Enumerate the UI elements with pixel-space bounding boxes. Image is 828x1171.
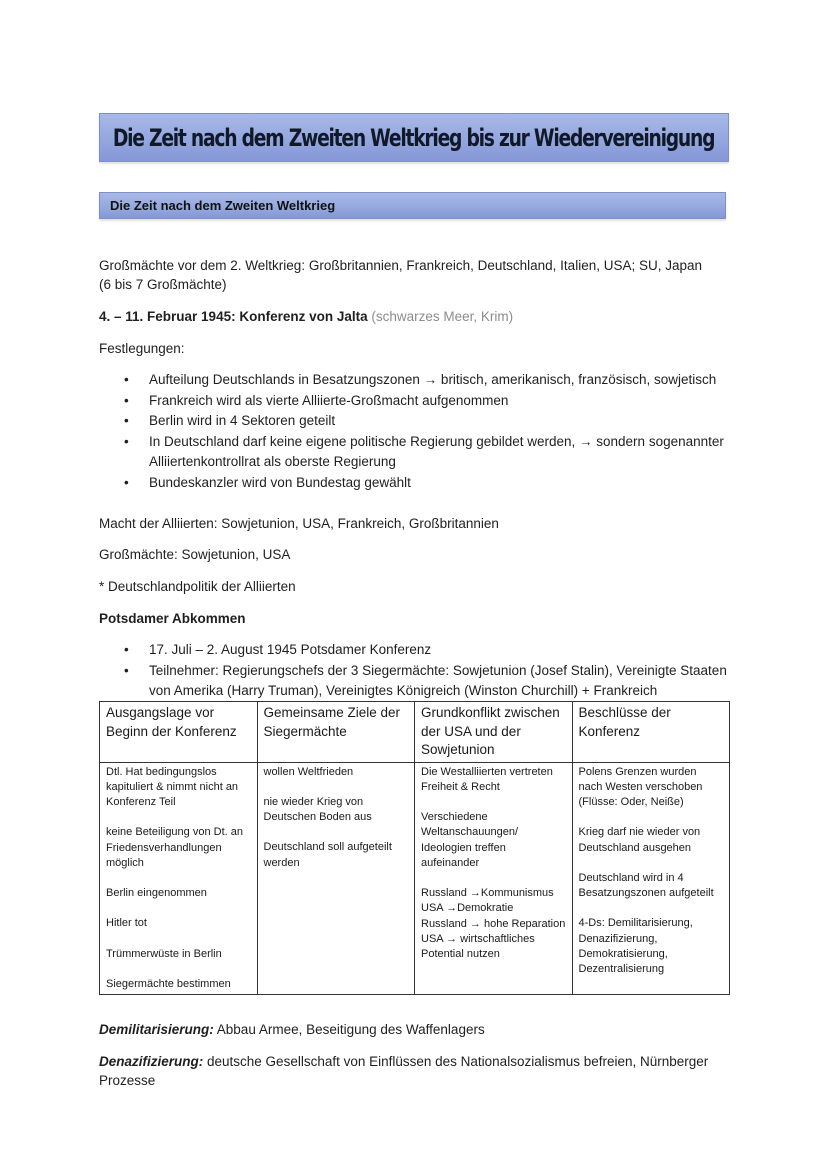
list-item: • Bundeskanzler wird von Bundestag gewählt [99, 473, 734, 494]
jalta-bullet-list [99, 370, 734, 493]
cell-spacer [106, 810, 251, 825]
table-cell [572, 762, 730, 995]
cell-text: wollen Weltfrieden [263, 765, 354, 778]
cell-text: Trümmerwüste in Berlin [106, 947, 222, 960]
cell-text: Polens Grenzen wurden nach Westen verschoben (Flüsse: Oder, Neiße) [578, 765, 703, 808]
cell-spacer [106, 932, 251, 947]
list-item: • 17. Juli – 2. August 1945 Potsdamer Konferenz [99, 640, 734, 661]
cell-text: 4-Ds: Demilitarisierung, Denazifizierung, Demokratisierung, Dezentralisierung [578, 917, 693, 976]
footnote-line: * Deutschlandpolitik der Alliierten [99, 579, 296, 594]
table-header-cell: Beschlüsse der Konferenz [572, 702, 730, 763]
table-header-cell: Grundkonflikt zwischen der USA und der Sowjetunion [415, 702, 573, 763]
intro-line-1: Großmächte vor dem 2. Weltkrieg: Großbritannien, Frankreich, Deutschland, Italien, USA; SU, Japan [99, 258, 703, 273]
cell-text: nie wieder Krieg von Deutschen Boden aus [263, 795, 372, 824]
bullet-icon: • [124, 413, 129, 428]
jalta-heading-date: 4. – 11. Februar 1945: Konferenz von Jalta [99, 309, 368, 324]
cell-text: Hitler tot [106, 917, 147, 930]
table-header-cell: Ausgangslage vor Beginn der Konferenz [100, 702, 258, 763]
table-row [100, 762, 730, 995]
jalta-heading-location: (schwarzes Meer, Krim) [371, 309, 514, 324]
definition-term: Denazifizierung: [99, 1054, 204, 1069]
cell-spacer [106, 901, 251, 916]
cell-text: Deutschland soll aufgeteilt werden [263, 841, 392, 869]
bullet-icon: • [124, 392, 129, 408]
cell-spacer [264, 825, 409, 840]
section-heading: Die Zeit nach dem Zweiten Weltkrieg [110, 198, 336, 213]
list-item: • Berlin wird in 4 Sektoren geteilt [99, 411, 734, 432]
list-item: • In Deutschland darf keine eigene politische Regierung gebildet werden, → sondern sogenannter Alliiertenkontrollrat als oberste Regierung [124, 433, 724, 469]
bullet-icon: • [124, 474, 129, 490]
definition-denazifizierung [99, 1052, 734, 1090]
bullet-icon: • [124, 372, 129, 387]
cell-spacer [579, 856, 724, 871]
table-cell [100, 762, 258, 995]
cell-spacer [421, 871, 566, 886]
document-title: Die Zeit nach dem Zweiten Weltkrieg bis zur Wiedervereinigung [113, 123, 715, 152]
cell-text: Dtl. Hat bedingungslos kapituliert & nimmt nicht an Konferenz Teil [106, 765, 239, 808]
cell-text: Verschiedene Weltanschauungen/ Ideologien treffen aufeinander [421, 811, 519, 869]
potsdam-table [99, 701, 730, 995]
definition-text: Abbau Armee, Beseitigung des Waffenlagers [213, 1022, 485, 1037]
table-cell [257, 762, 415, 995]
list-item: • Aufteilung Deutschlands in Besatzungszonen → britisch, amerikanisch, französisch, sowjetisch [99, 370, 734, 391]
cell-spacer [421, 795, 566, 810]
definition-text: deutsche Gesellschaft von Einflüssen des Nationalsozialismus befreien, Nürnberger Prozesse [99, 1054, 709, 1088]
cell-spacer [579, 901, 724, 916]
intro-paragraph [99, 256, 734, 294]
cell-text: Berlin eingenommen [106, 887, 207, 900]
cell-spacer [579, 810, 724, 825]
table-header-cell: Gemeinsame Ziele der Siegermächte [257, 702, 415, 763]
bullet-icon: • [124, 662, 129, 678]
bullet-icon: • [124, 433, 129, 449]
list-item: • Frankreich wird als vierte Alliierte-Großmacht aufgenommen [99, 391, 734, 412]
cell-spacer [106, 871, 251, 886]
cell-spacer [264, 780, 409, 795]
jalta-label: Festlegungen: [99, 341, 185, 356]
bullet-icon: • [124, 642, 129, 657]
cell-text: Die Westalliierten vertreten Freiheit & Recht [421, 765, 553, 793]
cell-text: USA → wirtschaftliches Potential nutzen [421, 932, 535, 960]
cell-text: Deutschland wird in 4 Besatzungszonen aufgeteilt [578, 871, 714, 900]
jalta-heading [99, 307, 734, 326]
superpowers-line: Großmächte: Sowjetunion, USA [99, 547, 291, 562]
table-cell [415, 762, 573, 995]
cell-text: keine Beteiligung von Dt. an Friedensverhandlungen möglich [106, 826, 243, 869]
cell-text: Krieg darf nie wieder von Deutschland ausgehen [578, 826, 701, 854]
document-title-banner [99, 113, 729, 162]
cell-text: USA →Demokratie [421, 902, 514, 915]
cell-text: Russland →Kommunismus [421, 887, 554, 900]
list-item: • Teilnehmer: Regierungschefs der 3 Siegermächte: Sowjetunion (Josef Stalin), Vereinigte Staaten von Amerika (Harry Truman), Vereinigtes Königreich (Winston Churchill) + Frankreich [124, 662, 727, 698]
cell-spacer [106, 962, 251, 977]
definition-demilitarisierung [99, 1020, 734, 1039]
section-heading-banner [99, 192, 726, 219]
intro-line-2: (6 bis 7 Großmächte) [99, 277, 227, 292]
table-header-row [100, 702, 730, 763]
cell-text: Siegermächte bestimmen [106, 978, 231, 991]
potsdam-bullet-list [99, 640, 734, 702]
allied-powers-line: Macht der Alliierten: Sowjetunion, USA, Frankreich, Großbritannien [99, 516, 499, 531]
potsdam-heading: Potsdamer Abkommen [99, 611, 246, 626]
cell-text: Russland → hohe Reparation [421, 917, 566, 930]
definition-term: Demilitarisierung: [99, 1022, 214, 1037]
